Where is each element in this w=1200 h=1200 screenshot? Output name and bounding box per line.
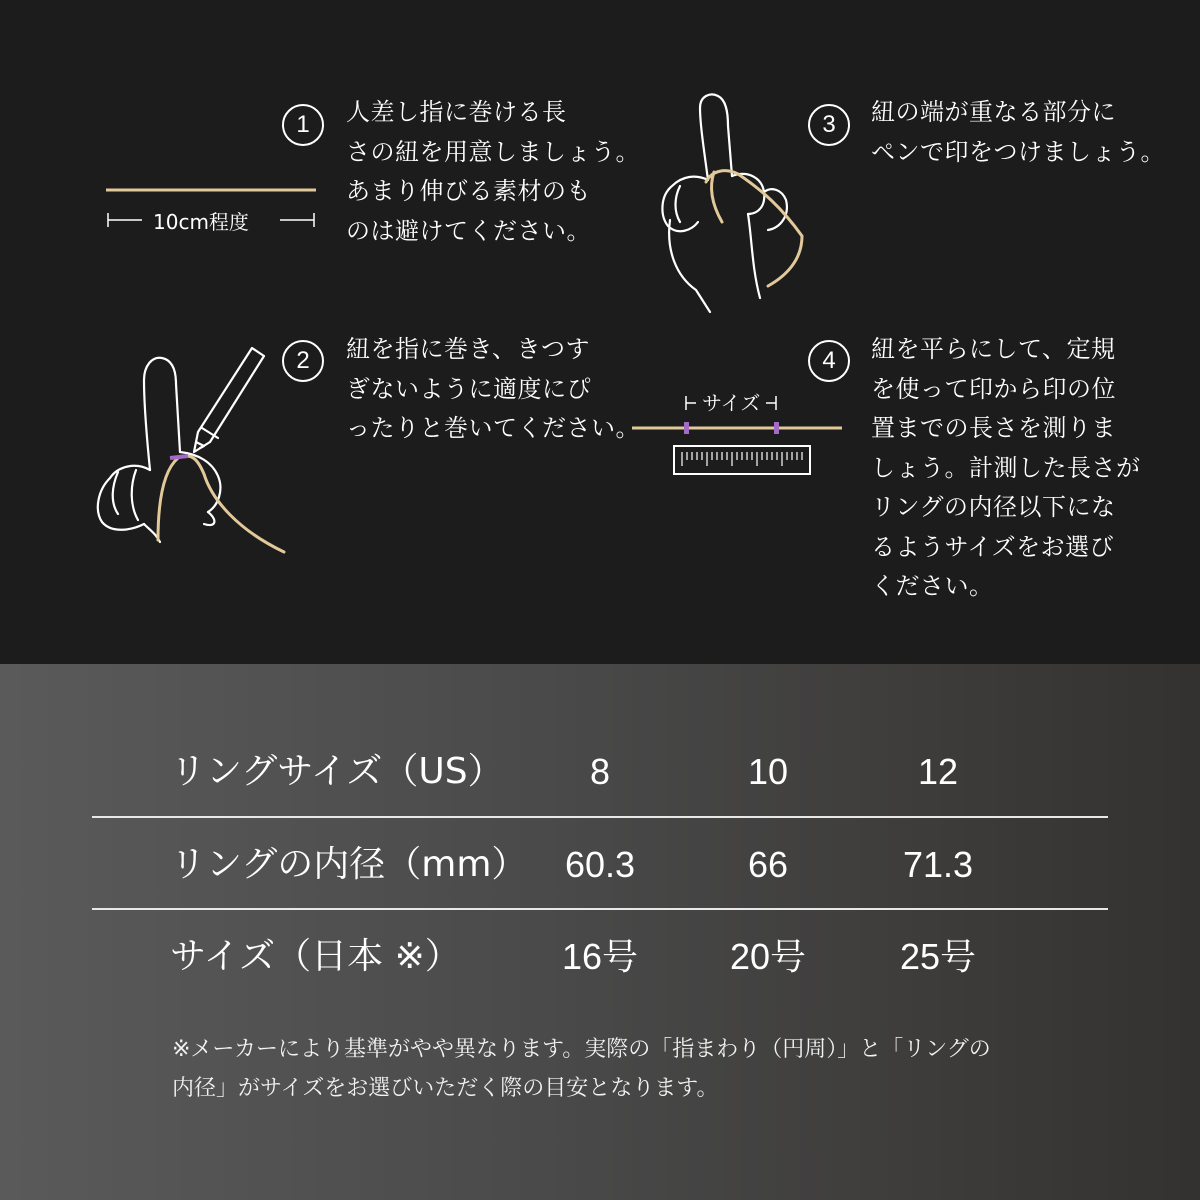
row-label: サイズ（日本 ※）	[170, 936, 461, 977]
table-cell: 66	[747, 844, 789, 885]
table-row	[92, 911, 1108, 1003]
table-cell: 10	[747, 751, 789, 792]
mark-left	[684, 422, 689, 434]
step-4-number: 4	[808, 340, 850, 382]
table-cell: 60.3	[564, 844, 636, 885]
table-row	[92, 726, 1108, 818]
row-label: リングサイズ（US）	[170, 751, 504, 792]
table-cell: 16号	[561, 936, 639, 977]
table-divider	[92, 816, 1108, 818]
hand-marking-illustration	[652, 90, 812, 320]
step-3-text: 紐の端が重なる部分に ペンで印をつけましょう。	[871, 98, 1165, 166]
step-2-number: 2	[282, 340, 324, 382]
table-divider	[92, 908, 1108, 910]
table-cell: 71.3	[902, 844, 974, 885]
table-cell: 8	[589, 751, 611, 792]
string-length-label: 10cm程度	[153, 210, 249, 234]
step-3-number: 3	[808, 104, 850, 146]
step-2-text: 紐を指に巻き、きつす ぎないように適度にぴ ったりと巻いてください。	[346, 335, 640, 442]
size-label: サイズ	[702, 391, 761, 415]
footnote: ※メーカーにより基準がやや異なります。実際の「指まわり（円周）」と「リングの 内径」がサイズをお選びいただく際の目安となります。	[172, 1037, 991, 1101]
table-cell: 25号	[899, 936, 977, 977]
table-cell: 12	[917, 751, 959, 792]
step-1-text: 人差し指に巻ける長 さの紐を用意しましょう。 あまり伸びる素材のも のは避けてください。	[346, 98, 640, 245]
row-label: リングの内径（mm）	[170, 844, 528, 885]
table-cell: 20号	[729, 936, 807, 977]
ruler-illustration	[630, 390, 846, 480]
hand-wrapping-illustration	[88, 330, 298, 560]
step-4-text: 紐を平らにして、定規 を使って印から印の位 置までの長さを測りま しょう。計測した長さが リングの内径以下にな るようサイズをお選び ください。	[871, 335, 1141, 600]
table-row	[92, 819, 1108, 911]
step-1-number: 1	[282, 104, 324, 146]
mark-right	[774, 422, 779, 434]
